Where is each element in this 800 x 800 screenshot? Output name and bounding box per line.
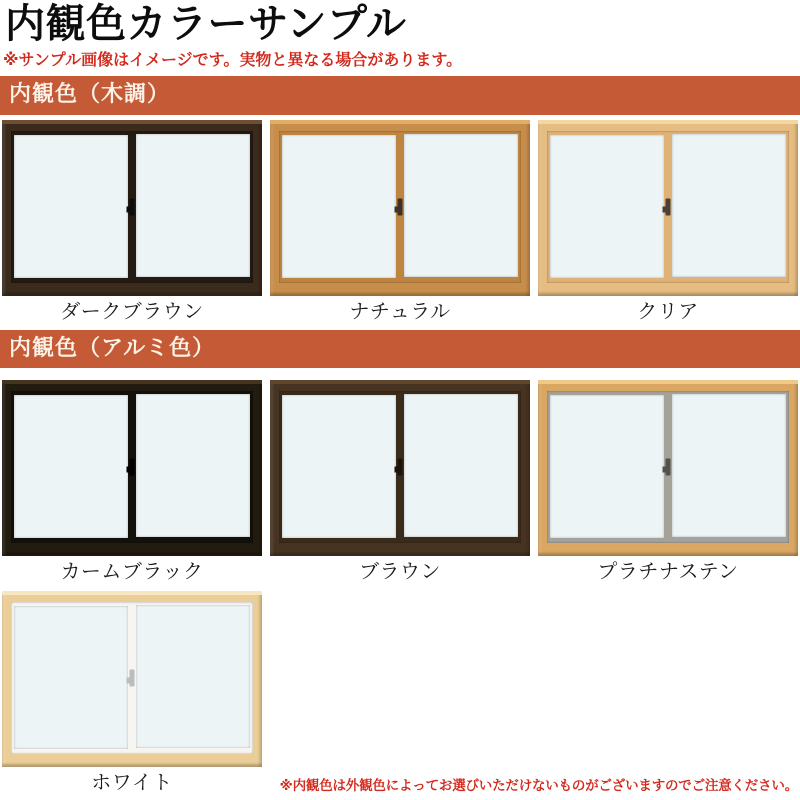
window-sash-area [11,131,253,283]
window-pane-left [282,135,396,278]
section-heading: 内観色（木調） [0,76,800,114]
window-pane-left [550,135,664,278]
window-sash-area [279,131,521,283]
color-label: ホワイト [91,772,173,795]
color-sample [270,380,530,584]
window-pane-right [404,394,518,537]
window-photo [2,591,262,767]
window-frame [2,120,262,296]
crescent-lock-icon [398,198,403,215]
section-heading: 内観色（アルミ色） [0,330,800,368]
color-selection-disclaimer: ※内観色は外観色によってお選びいただけないものがございますのでご注意ください。 [279,778,798,794]
crescent-lock-icon [130,198,135,215]
window-photo [538,120,798,296]
color-sample [2,120,262,324]
crescent-lock-icon [398,459,403,476]
window-frame [2,591,262,767]
window-pane-right [672,134,786,277]
sample-grid [2,380,798,795]
window-pane-left [550,395,664,538]
color-label: クリア [637,300,699,323]
crescent-lock-icon [666,198,671,215]
window-photo [270,120,530,296]
window-frame [270,380,530,556]
window-sash-area [11,391,253,543]
window-pane-left [14,395,128,538]
sample-image-disclaimer: ※サンプル画像はイメージです。実物と異なる場合があります。 [3,51,463,69]
window-sash-area [279,391,521,543]
window-photo [538,380,798,556]
color-label: カームブラック [60,561,204,584]
window-sash-area [11,602,253,754]
color-sample [2,380,262,584]
color-sample [538,380,798,584]
color-label: ブラウン [359,561,441,584]
window-pane-right [136,134,250,277]
sample-grid [2,120,798,324]
crescent-lock-icon [666,459,671,476]
window-pane-right [136,394,250,537]
window-frame [538,120,798,296]
sections-container [0,76,800,795]
color-label: プラチナステン [597,561,739,584]
window-pane-right [136,605,250,748]
crescent-lock-icon [130,670,135,687]
window-photo [2,120,262,296]
color-sample [2,591,262,795]
color-sample [538,120,798,324]
color-label: ナチュラル [349,300,451,323]
window-pane-right [404,134,518,277]
color-section [0,76,800,323]
crescent-lock-icon [130,459,135,476]
window-pane-right [672,394,786,537]
color-label: ダークブラウン [60,300,204,323]
color-section [0,330,800,795]
window-pane-left [282,395,396,538]
color-sample [270,120,530,324]
window-photo [2,380,262,556]
window-pane-left [14,135,128,278]
window-pane-left [14,606,128,749]
window-frame [270,120,530,296]
window-photo [270,380,530,556]
page-title: 内観色カラーサンプル [5,2,407,46]
window-frame [2,380,262,556]
window-frame [538,380,798,556]
window-sash-area [547,391,789,543]
window-sash-area [547,131,789,283]
